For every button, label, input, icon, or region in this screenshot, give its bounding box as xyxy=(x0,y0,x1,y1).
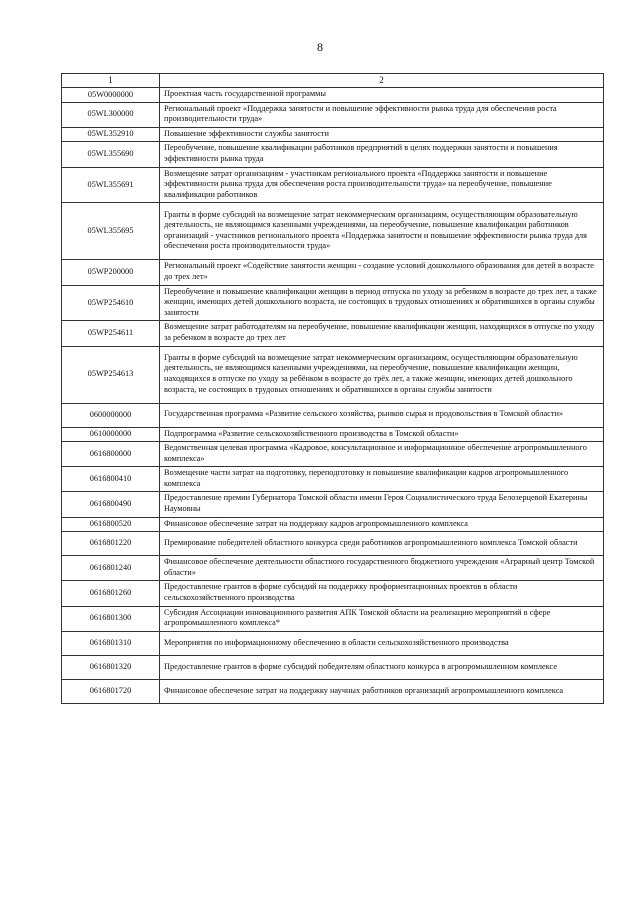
table-row xyxy=(62,285,604,321)
description-cell: Финансовое обеспечение затрат на поддержку научных работников организаций агропромышленного комплекса xyxy=(160,679,604,703)
description-cell: Гранты в форме субсидий на возмещение затрат некоммерческим организациям, осуществляющим образовательную деятельность, не являющимся казенными учреждениями, на переобучение, повышение квалификации женщин, находящихся в отпуске по уходу за ребёнком в возрасте до трёх лет, а также женщин, имеющих детей дошкольного возраста, не состоящих в трудовых отношениях и обратившихся в органы службы занятости xyxy=(160,346,604,403)
description-cell: Повышение эффективности службы занятости xyxy=(160,127,604,142)
target-code-cell: 0616800490 xyxy=(62,492,160,517)
table-row xyxy=(62,321,604,346)
target-code-cell: 0600000000 xyxy=(62,403,160,427)
target-code-cell: 05WL352910 xyxy=(62,127,160,142)
table-row xyxy=(62,102,604,127)
target-code-cell: 05WP254611 xyxy=(62,321,160,346)
table-row xyxy=(62,556,604,581)
description-cell: Государственная программа «Развитие сельского хозяйства, рынков сырья и продовольствия в Томской области» xyxy=(160,403,604,427)
target-code-cell: 05WL355691 xyxy=(62,167,160,203)
description-cell: Субсидия Ассоциации инновационного развития АПК Томской области на реализацию мероприятий в сфере агропромышленного комплекса* xyxy=(160,606,604,631)
target-code-cell: 05WP254613 xyxy=(62,346,160,403)
table-header-row xyxy=(62,74,604,88)
description-cell: Предоставление премии Губернатора Томской области имени Героя Социалистического труда Белозерцевой Екатерины Наумовны xyxy=(160,492,604,517)
description-cell: Проектная часть государственной программы xyxy=(160,88,604,103)
target-code-cell: 0616800410 xyxy=(62,467,160,492)
table-row xyxy=(62,655,604,679)
target-code-cell: 0616800520 xyxy=(62,517,160,532)
target-code-cell: 05W0000000 xyxy=(62,88,160,103)
description-cell: Финансовое обеспечение деятельности областного государственного бюджетного учреждения «Аграрный центр Томской области» xyxy=(160,556,604,581)
description-cell: Подпрограмма «Развитие сельскохозяйственного производства в Томской области» xyxy=(160,427,604,442)
description-cell: Мероприятия по информационному обеспечению в области сельскохозяйственного производства xyxy=(160,631,604,655)
target-code-cell: 0616801260 xyxy=(62,581,160,606)
target-code-cell: 0616801240 xyxy=(62,556,160,581)
description-cell: Региональный проект «Поддержка занятости и повышение эффективности рынка труда для обеспечения роста производительности труда» xyxy=(160,102,604,127)
target-code-cell: 05WP200000 xyxy=(62,260,160,285)
column-header-1: 1 xyxy=(62,74,160,88)
table-row xyxy=(62,260,604,285)
table-row xyxy=(62,127,604,142)
table-row xyxy=(62,142,604,167)
table-row xyxy=(62,532,604,556)
table-row xyxy=(62,203,604,260)
description-cell: Предоставление грантов в форме субсидий победителям областного конкурса в агропромышленном комплексе xyxy=(160,655,604,679)
description-cell: Предоставление грантов в форме субсидий на поддержку профориентационных проектов в области сельскохозяйственного производства xyxy=(160,581,604,606)
table-row xyxy=(62,581,604,606)
table-row xyxy=(62,606,604,631)
target-code-cell: 05WL300000 xyxy=(62,102,160,127)
description-cell: Региональный проект «Содействие занятости женщин - создание условий дошкольного образования для детей в возрасте до трех лет» xyxy=(160,260,604,285)
table-row xyxy=(62,631,604,655)
table-row xyxy=(62,467,604,492)
description-cell: Премирование победителей областного конкурса среди работников агропромышленного комплекса Томской области xyxy=(160,532,604,556)
target-code-cell: 05WL355695 xyxy=(62,203,160,260)
description-cell: Возмещение части затрат на подготовку, переподготовку и повышение квалификации кадров агропромышленного комплекса xyxy=(160,467,604,492)
target-code-cell: 0610000000 xyxy=(62,427,160,442)
table-row xyxy=(62,442,604,467)
target-code-cell: 0616800000 xyxy=(62,442,160,467)
description-cell: Переобучение, повышение квалификации работников предприятий в целях поддержки занятости и повышения эффективности рынка труда xyxy=(160,142,604,167)
target-code-cell: 0616801220 xyxy=(62,532,160,556)
page-number: 8 xyxy=(317,40,323,54)
target-code-cell: 0616801720 xyxy=(62,679,160,703)
table-row xyxy=(62,427,604,442)
description-cell: Финансовое обеспечение затрат на поддержку кадров агропромышленного комплекса xyxy=(160,517,604,532)
description-cell: Возмещение затрат работодателям на переобучение, повышение квалификации женщин, находящихся в отпуске по уходу за ребенком в возрасте до трех лет xyxy=(160,321,604,346)
target-code-cell: 05WP254610 xyxy=(62,285,160,321)
target-code-cell: 0616801300 xyxy=(62,606,160,631)
classification-table xyxy=(61,73,604,704)
table-row xyxy=(62,403,604,427)
table-row xyxy=(62,88,604,103)
target-code-cell: 0616801310 xyxy=(62,631,160,655)
table-row xyxy=(62,346,604,403)
target-code-cell: 0616801320 xyxy=(62,655,160,679)
description-cell: Ведомственная целевая программа «Кадровое, консультационное и информационное обеспечение агропромышленного комплекса» xyxy=(160,442,604,467)
description-cell: Переобучение и повышение квалификации женщин в период отпуска по уходу за ребенком в возрасте до трех лет, а также женщин, имеющих детей дошкольного возраста, не состоящих в трудовых отношениях и обратившихся в органы службы занятости xyxy=(160,285,604,321)
table-row xyxy=(62,517,604,532)
table-row xyxy=(62,679,604,703)
target-code-cell: 05WL355690 xyxy=(62,142,160,167)
description-cell: Гранты в форме субсидий на возмещение затрат некоммерческим организациям, осуществляющим образовательную деятельность, не являющимся казенными учреждениями, на переобучение, повышение квалификации работников организаций - участников регионального проекта «Поддержка занятости и повышение эффективности рынка труда для обеспечения роста производительности труда» xyxy=(160,203,604,260)
table-row xyxy=(62,167,604,203)
column-header-2: 2 xyxy=(160,74,604,88)
table-row xyxy=(62,492,604,517)
description-cell: Возмещение затрат организациям - участникам регионального проекта «Поддержка занятости и повышение эффективности рынка труда для обеспечения роста производительности труда» на переобучение, повышение квалификации работников xyxy=(160,167,604,203)
